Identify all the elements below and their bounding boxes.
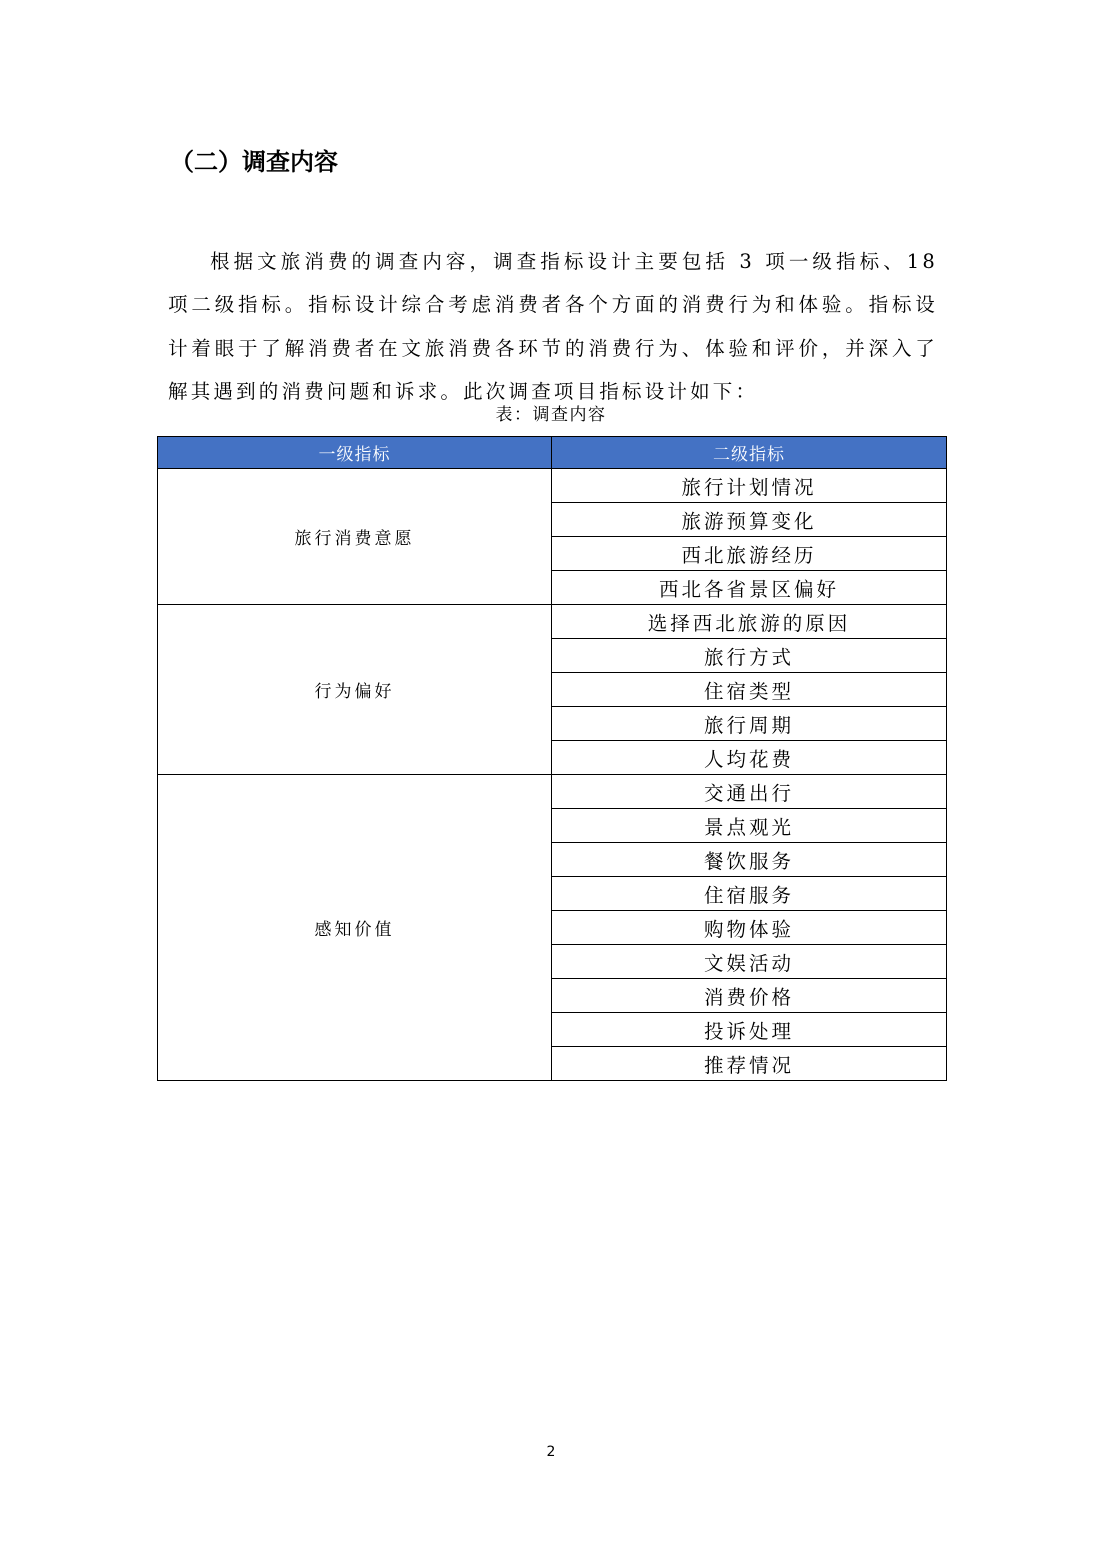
level2-cell: 推荐情况 xyxy=(552,1047,947,1081)
level2-cell: 西北旅游经历 xyxy=(552,537,947,571)
header-level2: 二级指标 xyxy=(552,437,947,469)
level2-cell: 文娱活动 xyxy=(552,945,947,979)
level2-cell: 西北各省景区偏好 xyxy=(552,571,947,605)
section-heading: （二）调查内容 xyxy=(170,148,338,176)
level2-cell: 旅行计划情况 xyxy=(552,469,947,503)
level2-cell: 旅行周期 xyxy=(552,707,947,741)
level2-cell: 选择西北旅游的原因 xyxy=(552,605,947,639)
level2-cell: 投诉处理 xyxy=(552,1013,947,1047)
body-paragraph: 根据文旅消费的调查内容，调查指标设计主要包括 3 项一级指标、18 项二级指标。指标设计综合考虑消费者各个方面的消费行为和体验。指标设计着眼于了解消费者在文旅消费各环节的消费行为、体验和评价，并深入了解其遇到的消费问题和诉求。此次调查项目指标设计如下： xyxy=(168,249,938,403)
level2-cell: 住宿类型 xyxy=(552,673,947,707)
level2-cell: 景点观光 xyxy=(552,809,947,843)
level2-cell: 人均花费 xyxy=(552,741,947,775)
level2-cell: 餐饮服务 xyxy=(552,843,947,877)
table-row xyxy=(158,775,947,809)
level2-cell: 旅行方式 xyxy=(552,639,947,673)
header-level1: 一级指标 xyxy=(158,437,552,469)
level1-cell: 行为偏好 xyxy=(158,605,552,775)
level1-cell: 旅行消费意愿 xyxy=(158,469,552,605)
level2-cell: 旅游预算变化 xyxy=(552,503,947,537)
table-header-row xyxy=(158,437,947,469)
level2-cell: 交通出行 xyxy=(552,775,947,809)
table-row xyxy=(158,605,947,639)
table-caption: 表：调查内容 xyxy=(495,405,607,425)
page-number: 2 xyxy=(546,1444,556,1460)
level2-cell: 消费价格 xyxy=(552,979,947,1013)
level2-cell: 购物体验 xyxy=(552,911,947,945)
level1-cell: 感知价值 xyxy=(158,775,552,1081)
level2-cell: 住宿服务 xyxy=(552,877,947,911)
table-row xyxy=(158,469,947,503)
survey-indicator-table xyxy=(157,436,947,1081)
